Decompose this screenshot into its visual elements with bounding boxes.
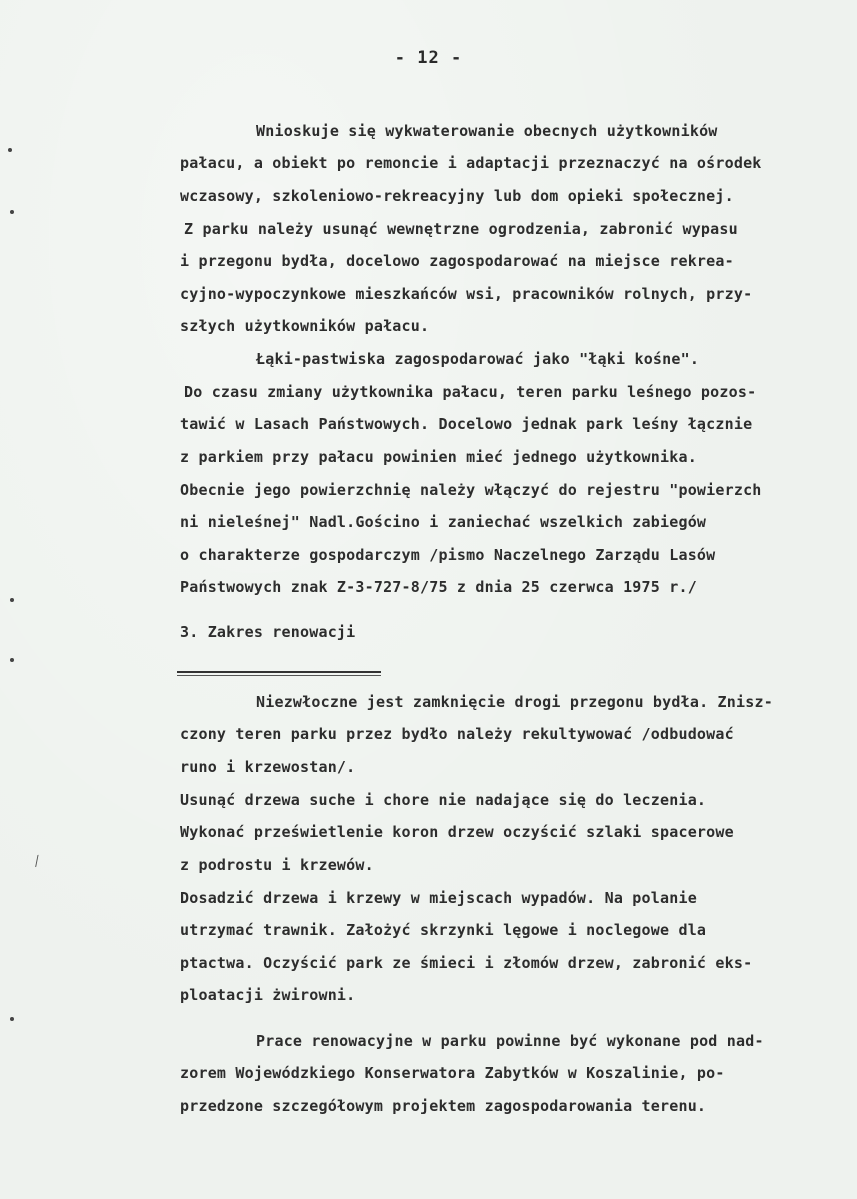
text-line: zorem Wojewódzkiego Konserwatora Zabytków w Koszalinie, po-: [180, 1064, 725, 1082]
text-line: ptactwa. Oczyścić park ze śmieci i złomów drzew, zabronić eks-: [180, 954, 753, 972]
text-line: szłych użytkowników pałacu.: [180, 317, 430, 335]
text-line: z podrostu i krzewów.: [180, 856, 374, 874]
text-line: i przegonu bydła, docelowo zagospodarować na miejsce rekrea-: [180, 252, 734, 270]
text-line: ni nieleśnej" Nadl.Gościno i zaniechać wszelkich zabiegów: [180, 513, 707, 531]
heading-underline: [177, 671, 381, 673]
text-line: cyjno-wypoczynkowe mieszkańców wsi, pracowników rolnych, przy-: [180, 285, 753, 303]
text-line: utrzymać trawnik. Założyć skrzynki lęgowe i noclegowe dla: [180, 921, 707, 939]
text-line: Do czasu zmiany użytkownika pałacu, teren parku leśnego pozos-: [184, 383, 757, 401]
text-line: Wnioskuje się wykwaterowanie obecnych użytkowników: [256, 122, 718, 140]
text-line: Obecnie jego powierzchnię należy włączyć do rejestru "powierzch: [180, 481, 762, 499]
text-line: o charakterze gospodarczym /pismo Naczelnego Zarządu Lasów: [180, 546, 716, 564]
text-line: Łąki-pastwiska zagospodarować jako "łąki kośne".: [256, 350, 700, 368]
text-line: ploatacji żwirowni.: [180, 986, 356, 1004]
text-line: wczasowy, szkoleniowo-rekreacyjny lub dom opieki społecznej.: [180, 187, 734, 205]
margin-dot: [8, 148, 12, 152]
heading-underline: [177, 675, 381, 676]
margin-dot: [10, 658, 14, 662]
page-number: - 12 -: [394, 48, 463, 68]
margin-tick-mark: ⁄: [33, 854, 42, 870]
text-line: Prace renowacyjne w parku powinne być wykonane pod nad-: [256, 1032, 764, 1050]
margin-dot: [10, 210, 14, 214]
text-line: Państwowych znak Z-3-727-8/75 z dnia 25 czerwca 1975 r./: [180, 578, 697, 596]
text-line: Niezwłoczne jest zamknięcie drogi przegonu bydła. Znisz-: [256, 693, 773, 711]
margin-dot: [10, 1017, 14, 1021]
text-line: runo i krzewostan/.: [180, 758, 356, 776]
text-line: przedzone szczegółowym projektem zagospodarowania terenu.: [180, 1097, 707, 1115]
text-line: Usunąć drzewa suche i chore nie nadające się do leczenia.: [180, 791, 707, 809]
text-line: tawić w Lasach Państwowych. Docelowo jednak park leśny łącznie: [180, 415, 753, 433]
text-line: z parkiem przy pałacu powinien mieć jednego użytkownika.: [180, 448, 697, 466]
text-line: Z parku należy usunąć wewnętrzne ogrodzenia, zabronić wypasu: [184, 220, 738, 238]
text-line: Wykonać prześwietlenie koron drzew oczyścić szlaki spacerowe: [180, 823, 734, 841]
margin-dot: [10, 598, 14, 602]
section-heading: 3. Zakres renowacji: [180, 623, 356, 641]
text-line: pałacu, a obiekt po remoncie i adaptacji przeznaczyć na ośrodek: [180, 154, 762, 172]
text-line: czony teren parku przez bydło należy rekultywować /odbudować: [180, 725, 734, 743]
text-line: Dosadzić drzewa i krzewy w miejscach wypadów. Na polanie: [180, 889, 697, 907]
